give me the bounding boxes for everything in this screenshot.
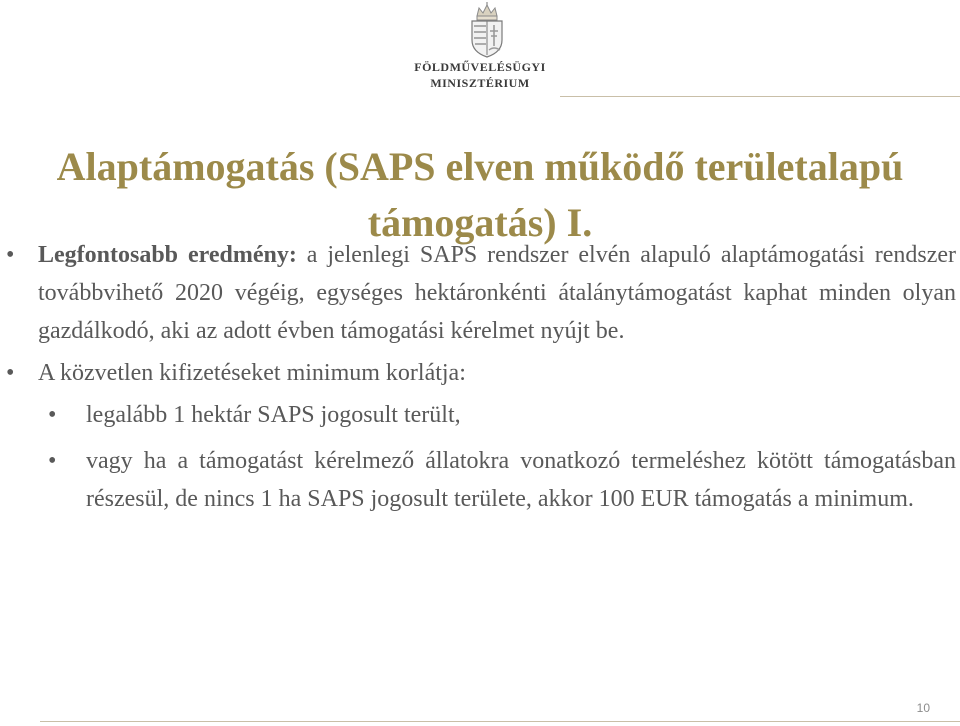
bullet-lead: Legfontosabb eredmény:	[38, 242, 297, 268]
sub-bullet-text: legalább 1 hektár SAPS jogosult terült,	[86, 402, 461, 428]
bullet-item	[6, 236, 956, 350]
bullet-icon: •	[6, 360, 15, 386]
footer-divider	[40, 721, 960, 722]
header-divider	[560, 96, 960, 97]
ministry-name-line2: MINISZTÉRIUM	[430, 76, 530, 90]
ministry-name-line1: FÖLDMŰVELÉSÜGYI	[414, 60, 546, 74]
sub-bullet-item	[38, 396, 956, 434]
hungarian-coat-of-arms-icon	[466, 2, 508, 58]
bullet-text: A közvetlen kifizetéseket minimum korlátja:	[38, 360, 466, 386]
bullet-icon: •	[48, 448, 57, 474]
slide-body	[6, 236, 956, 518]
slide-title: Alaptámogatás (SAPS elven működő területalapú támogatás) I.	[56, 143, 904, 245]
sub-bullet-item	[38, 442, 956, 518]
sub-bullet-text: vagy ha a támogatást kérelmező állatokra vonatkozó termeléshez kötött támogatásban részesül, de nincs 1 ha SAPS jogosult területe, akkor 100 EUR támogatás a minimum.	[86, 448, 956, 512]
ministry-logo	[0, 0, 960, 96]
bullet-icon: •	[48, 402, 57, 428]
bullet-icon: •	[6, 242, 15, 268]
bullet-item	[6, 354, 956, 392]
bullet-text: a jelenlegi SAPS rendszer elvén alapuló alaptámogatási rendszer továbbvihető 2020 végéig, egységes hektáronkénti átalánytámogatást kaphat minden olyan gazdálkodó, aki az adott évben támogatási kérelmet nyújt be.	[38, 242, 956, 344]
page-number: 10	[916, 701, 930, 715]
